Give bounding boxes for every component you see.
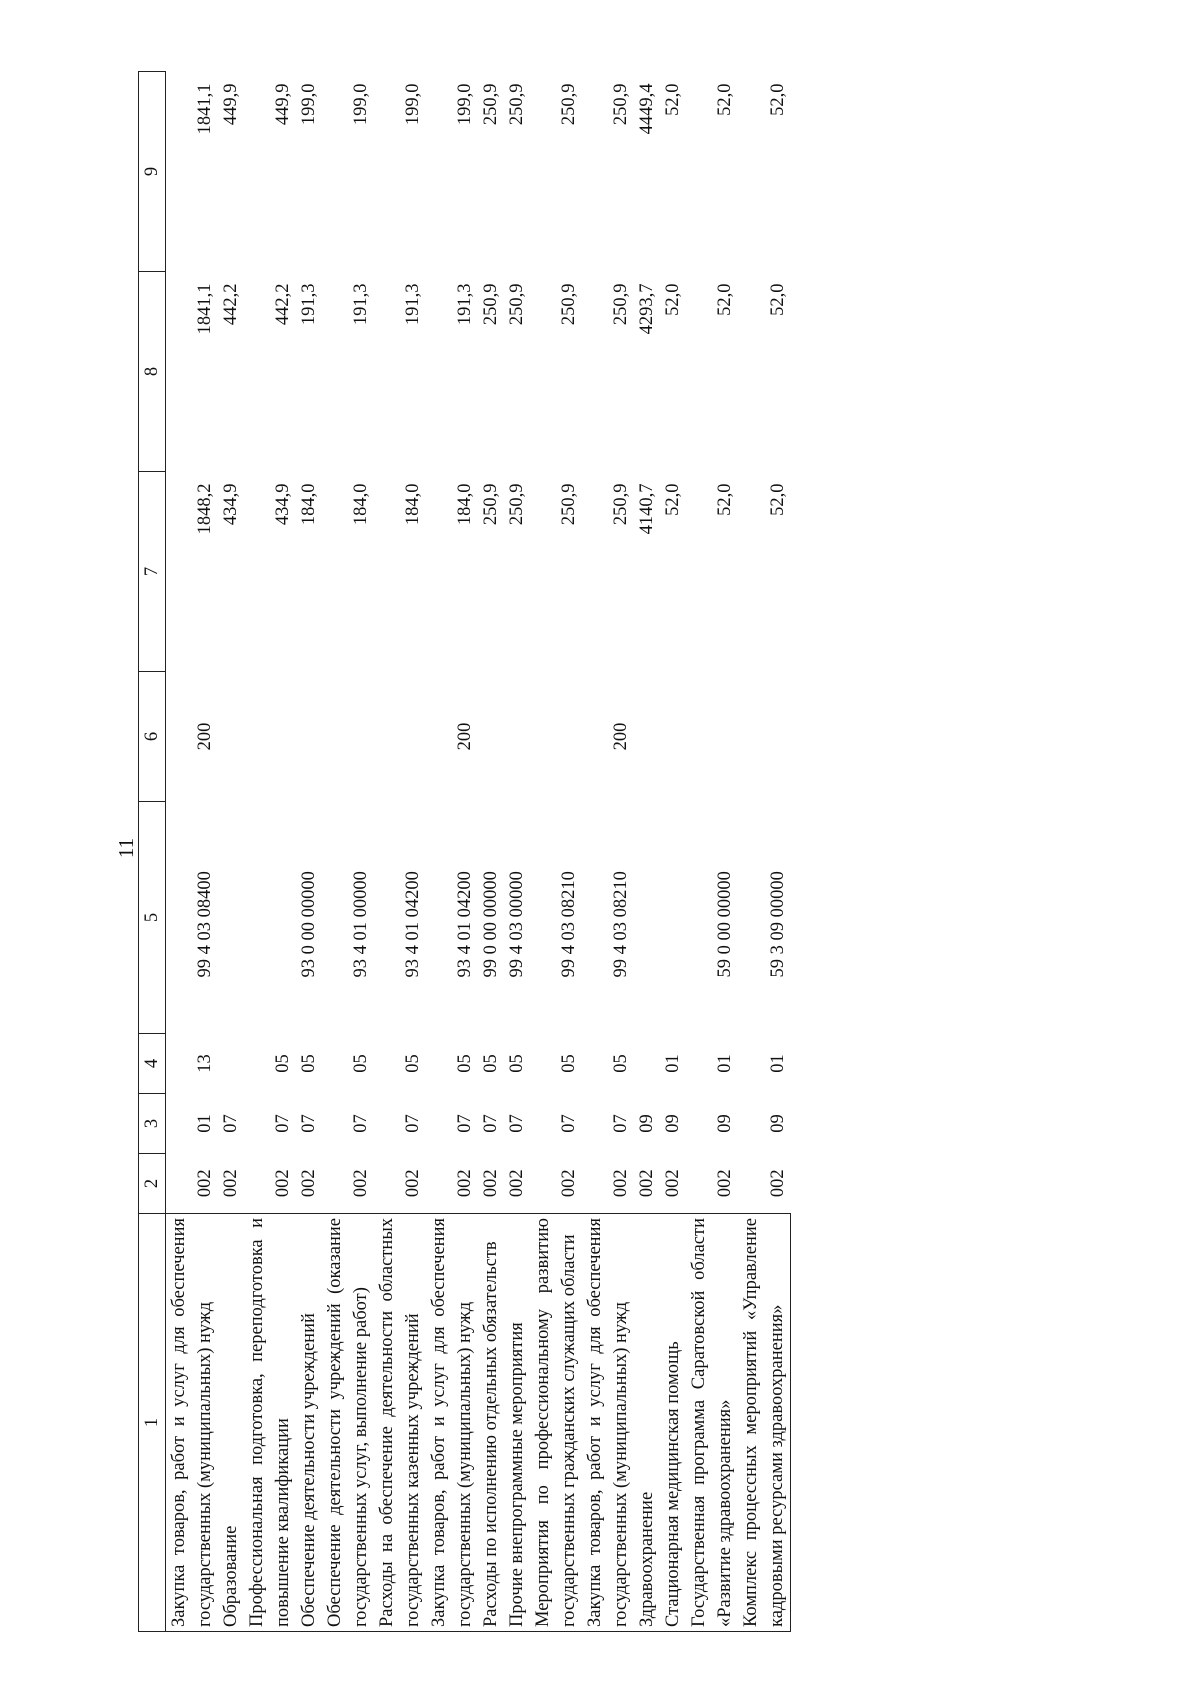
column-header: 9 [139,72,166,272]
cell-amount-col9: 1841,1 [195,83,215,135]
cell-amount-col9: 52,0 [767,83,788,116]
cell-expense-type [530,672,582,802]
column-header: 1 [139,1214,166,1632]
cell-admin-code: 002 [403,1169,423,1198]
column-header: 8 [139,272,166,472]
cell-section: 07 [403,1114,423,1133]
cell-subsection: 01 [767,1054,788,1073]
cell-expense-type [634,672,660,802]
cell-admin-code: 002 [637,1169,657,1198]
column-header: 6 [139,672,166,802]
cell-amount-col7: 1848,2 [195,483,215,535]
cell-admin-code: 002 [221,1169,241,1198]
cell-amount-col7: 4140,7 [637,483,657,535]
cell-amount-col9: 250,9 [559,83,579,126]
cell-subsection: 05 [351,1054,371,1073]
cell-expense-type [296,672,322,802]
cell-admin-code: 002 [455,1169,475,1198]
cell-description: Прочие внепрограммные мероприятия [504,1214,530,1632]
cell-expense-type [738,672,791,802]
cell-target-article: 99 4 03 08210 [611,871,631,978]
table-row [582,72,634,1632]
table-row [374,72,426,1632]
cell-admin-code: 002 [299,1169,319,1198]
cell-description: Комплекс процессных мероприятий «Управление кадровыми ресурсами здравоохранения» [738,1214,791,1632]
cell-expense-type [660,672,686,802]
cell-description: Обеспечение деятельности учреждений [296,1214,322,1632]
cell-amount-col8: 52,0 [767,283,788,316]
cell-target-article: 99 4 03 08400 [195,871,215,978]
table-row [504,72,530,1632]
cell-amount-col8: 52,0 [715,283,735,316]
cell-subsection: 05 [273,1054,293,1073]
cell-amount-col7: 250,9 [507,483,527,526]
cell-subsection: 05 [559,1054,579,1073]
cell-target-article: 99 4 03 08210 [559,871,579,978]
cell-section: 07 [221,1114,241,1133]
cell-amount-col9: 250,9 [481,83,501,126]
cell-section: 07 [299,1114,319,1133]
cell-section: 09 [715,1114,735,1133]
cell-description: Обеспечение деятельности учреждений (оказание государственных услуг, выполнение работ) [322,1214,374,1632]
cell-amount-col8: 250,9 [481,283,501,326]
column-header: 7 [139,472,166,672]
cell-amount-col8: 442,2 [221,283,241,326]
cell-amount-col9: 449,9 [221,83,241,126]
cell-subsection: 05 [507,1054,527,1073]
cell-subsection: 05 [299,1054,319,1073]
table-body [166,72,791,1632]
cell-subsection: 01 [663,1054,683,1073]
cell-section: 09 [767,1114,788,1133]
cell-description: Закупка товаров, работ и услуг для обеспечения государственных (муниципальных) нужд [426,1214,478,1632]
budget-table [138,71,791,1632]
cell-amount-col9: 199,0 [403,83,423,126]
cell-amount-col7: 184,0 [299,483,319,526]
cell-section: 07 [559,1114,579,1133]
cell-amount-col9: 52,0 [715,83,735,116]
cell-expense-type [478,672,504,802]
table-row [296,72,322,1632]
table-row [244,72,296,1632]
cell-target-article [244,802,296,1034]
cell-expense-type [244,672,296,802]
cell-section: 09 [637,1114,657,1133]
cell-section: 07 [507,1114,527,1133]
cell-amount-col7: 184,0 [403,483,423,526]
cell-admin-code: 002 [663,1169,683,1198]
cell-amount-col8: 442,2 [273,283,293,326]
cell-section: 07 [455,1114,475,1133]
cell-amount-col9: 250,9 [611,83,631,126]
cell-amount-col7: 52,0 [663,483,683,516]
cell-target-article: 99 4 03 00000 [507,871,527,978]
cell-description: Государственная программа Саратовской области «Развитие здравоохранения» [686,1214,738,1632]
table-row [686,72,738,1632]
cell-amount-col8: 250,9 [507,283,527,326]
cell-amount-col8: 250,9 [611,283,631,326]
cell-admin-code: 002 [351,1169,371,1198]
cell-subsection: 05 [611,1054,631,1073]
cell-amount-col9: 199,0 [299,83,319,126]
cell-admin-code: 002 [559,1169,579,1198]
cell-amount-col9: 250,9 [507,83,527,126]
cell-amount-col8: 191,3 [299,283,319,326]
cell-expense-type: 200 [455,722,475,751]
cell-section: 07 [481,1114,501,1133]
table-row [322,72,374,1632]
cell-target-article: 93 4 01 00000 [351,871,371,978]
cell-amount-col7: 52,0 [767,483,788,516]
cell-expense-type [686,672,738,802]
table-row [660,72,686,1632]
cell-expense-type: 200 [195,722,215,751]
cell-amount-col9: 199,0 [455,83,475,126]
column-header: 5 [139,802,166,1034]
cell-description: Расходы по исполнению отдельных обязательств [478,1214,504,1632]
column-header: 2 [139,1154,166,1214]
column-header: 3 [139,1094,166,1154]
cell-target-article [634,802,660,1034]
cell-admin-code: 002 [195,1169,215,1198]
cell-amount-col9: 4449,4 [637,83,657,135]
cell-admin-code: 002 [611,1169,631,1198]
cell-amount-col8: 1841,1 [195,283,215,335]
cell-expense-type [322,672,374,802]
cell-amount-col7: 250,9 [611,483,631,526]
cell-description: Стационарная медицинская помощь [660,1214,686,1632]
cell-admin-code: 002 [715,1169,735,1198]
cell-amount-col7: 52,0 [715,483,735,516]
header-row [139,72,166,1632]
cell-amount-col7: 250,9 [481,483,501,526]
cell-subsection [218,1034,244,1094]
cell-target-article: 99 0 00 00000 [481,871,501,978]
cell-target-article: 59 3 09 00000 [767,871,788,978]
table-row [634,72,660,1632]
cell-amount-col7: 434,9 [221,483,241,526]
table-row [166,72,219,1632]
cell-expense-type [374,672,426,802]
cell-description: Расходы на обеспечение деятельности областных государственных казенных учреждений [374,1214,426,1632]
cell-amount-col8: 191,3 [403,283,423,326]
table-row [218,72,244,1632]
cell-section: 07 [351,1114,371,1133]
cell-section: 07 [273,1114,293,1133]
table-row [530,72,582,1632]
cell-target-article: 93 0 00 00000 [299,871,319,978]
cell-section: 01 [195,1114,215,1133]
cell-subsection: 13 [195,1054,215,1073]
page-number: 11 [114,837,138,859]
cell-description: Закупка товаров, работ и услуг для обеспечения государственных (муниципальных) нужд [166,1214,219,1632]
column-header: 4 [139,1034,166,1094]
cell-description: Мероприятия по профессиональному развитию государственных гражданских служащих области [530,1214,582,1632]
cell-admin-code: 002 [767,1169,788,1198]
cell-admin-code: 002 [507,1169,527,1198]
cell-subsection [634,1034,660,1094]
cell-target-article: 59 0 00 00000 [715,871,735,978]
cell-section: 07 [611,1114,631,1133]
cell-target-article: 93 4 01 04200 [455,871,475,978]
cell-description: Закупка товаров, работ и услуг для обеспечения государственных (муниципальных) нужд [582,1214,634,1632]
cell-amount-col7: 434,9 [273,483,293,526]
cell-amount-col8: 4293,7 [637,283,657,335]
cell-subsection: 05 [455,1054,475,1073]
cell-amount-col9: 199,0 [351,83,371,126]
cell-description: Здравоохранение [634,1214,660,1632]
table-row [738,72,791,1632]
cell-amount-col7: 184,0 [455,483,475,526]
cell-admin-code: 002 [481,1169,501,1198]
cell-expense-type [504,672,530,802]
cell-admin-code: 002 [273,1169,293,1198]
cell-amount-col7: 184,0 [351,483,371,526]
cell-amount-col8: 191,3 [455,283,475,326]
cell-amount-col8: 52,0 [663,283,683,316]
cell-description: Образование [218,1214,244,1632]
cell-expense-type: 200 [611,722,631,751]
cell-amount-col9: 449,9 [273,83,293,126]
cell-target-article [218,802,244,1034]
table-row [426,72,478,1632]
cell-target-article [660,802,686,1034]
cell-target-article: 93 4 01 04200 [403,871,423,978]
table-row [478,72,504,1632]
cell-expense-type [218,672,244,802]
cell-description: Профессиональная подготовка, переподготовка и повышение квалификации [244,1214,296,1632]
cell-subsection: 01 [715,1054,735,1073]
cell-amount-col8: 191,3 [351,283,371,326]
cell-amount-col8: 250,9 [559,283,579,326]
cell-amount-col9: 52,0 [663,83,683,116]
cell-subsection: 05 [403,1054,423,1073]
cell-amount-col7: 250,9 [559,483,579,526]
cell-subsection: 05 [481,1054,501,1073]
cell-section: 09 [663,1114,683,1133]
